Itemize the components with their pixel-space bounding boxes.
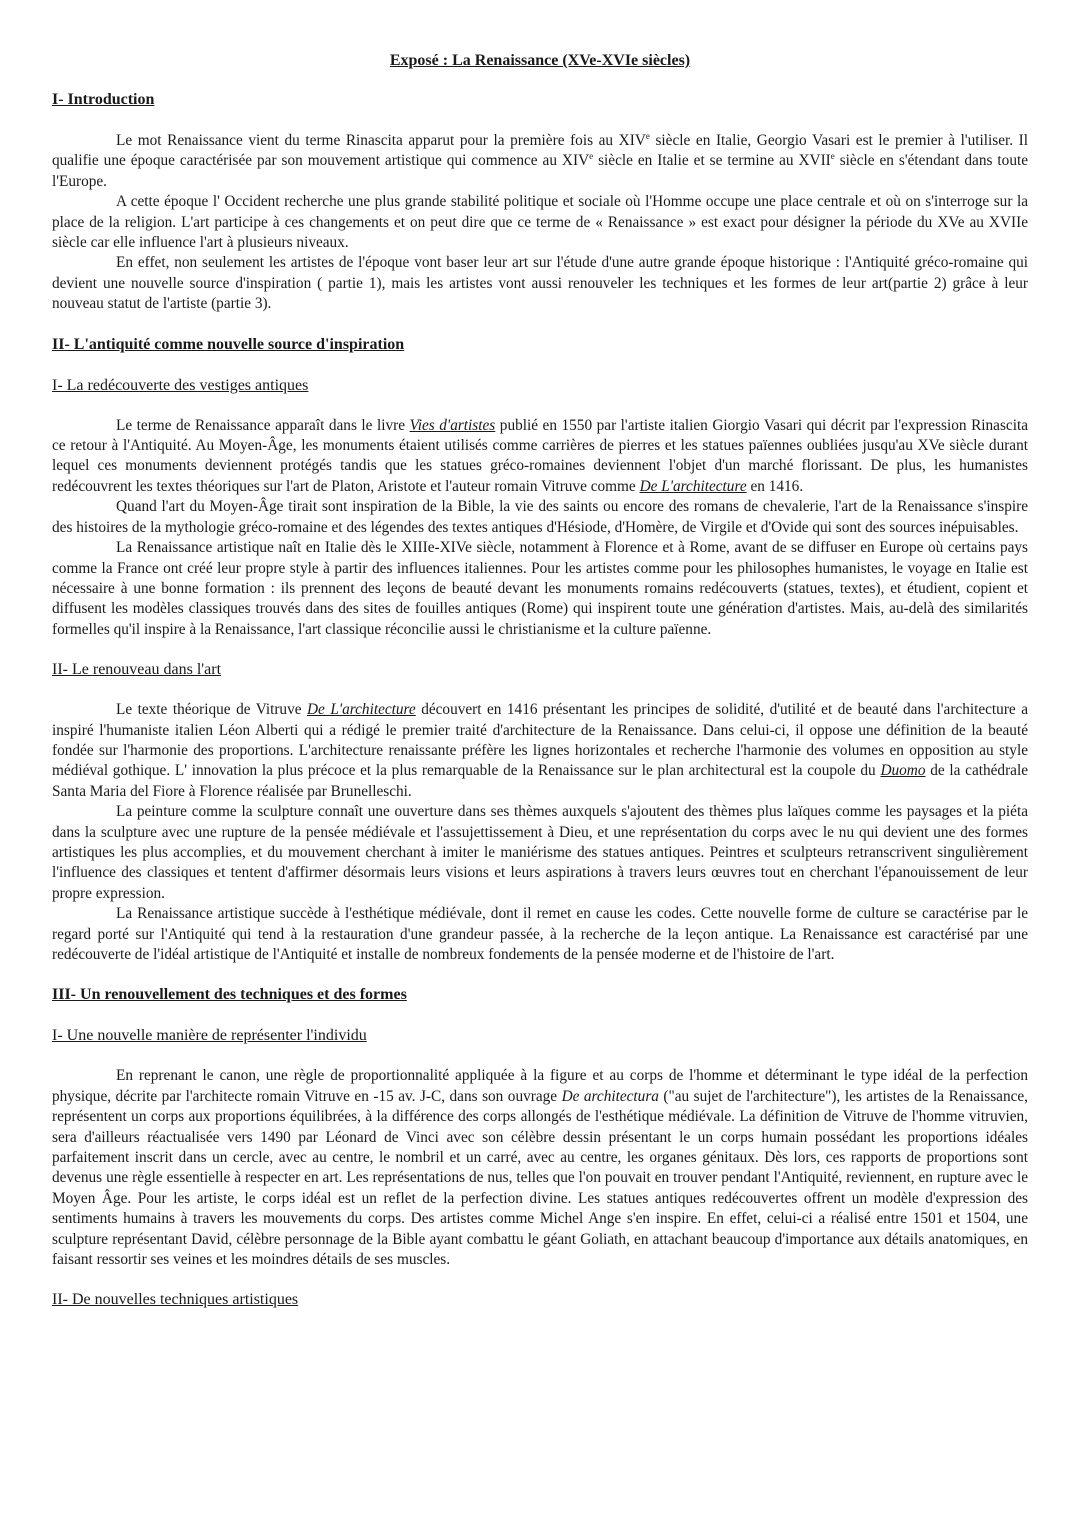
subheading-part-2-1: I- La redécouverte des vestiges antiques [52, 376, 309, 394]
heading-part-2: II- L'antiquité comme nouvelle source d'inspiration [52, 335, 405, 353]
intro-p1-text-b: siècle en Italie, Georgio Vasari est le premier à l'utiliser. Il qualifie une époque caractérisée par son mouvement artistique qui commence au XIV [52, 132, 1029, 170]
p-text: Le terme de Renaissance apparaît dans le livre [116, 416, 410, 434]
subheading-part-3-2: II- De nouvelles techniques artistiques [52, 1291, 299, 1309]
part2-2-paragraph-3: La Renaissance artistique succède à l'esthétique médiévale, dont il remet en cause les codes. Cette nouvelle forme de culture se caractérise par le regard porté sur l'Antiquité qui tend à la restauration d'une grandeur passée, à la recherche de la leçon antique. La Renaissance est caractérisé par une redécouverte de l'idéal artistique de l'Antiquité et installe de nombreux fondements de la pensée moderne et de l'histoire de l'art. [52, 905, 1028, 963]
book-title-de-architectura: De architectura [561, 1087, 659, 1105]
intro-p1-text-a: Le mot Renaissance vient du terme Rinascita apparut pour la première fois au XIV [116, 132, 646, 149]
book-title-vies-dartistes: Vies d'artistes [409, 416, 496, 434]
intro-paragraph-3: En effet, non seulement les artistes de l'époque vont baser leur art sur l'étude d'une autre grande époque historique : l'Antiquité gréco-romaine qui devient une nouvelle source d'inspiration ( partie 1), mais les artistes vont aussi renouveler les techniques et les formes de leur art(partie 2) grâce à leur nouveau statut de l'artiste (partie 3). [52, 254, 1028, 313]
p-text: en 1416. [746, 477, 804, 495]
part2-1-paragraph-1 [52, 416, 1028, 498]
document-title: Exposé : La Renaissance (XVe-XVIe siècles) [389, 52, 691, 69]
term-duomo: Duomo [880, 762, 926, 780]
heading-part-3: III- Un renouvellement des techniques et des formes [52, 986, 407, 1004]
book-title-de-larchitecture: De L'architecture [639, 477, 747, 495]
part3-1-paragraph-1 [52, 1066, 1028, 1270]
heading-introduction: I- Introduction [52, 91, 155, 108]
intro-p1-text-d: siècle en s'étendant dans toute l'Europe. [52, 152, 1029, 190]
subheading-part-2-2: II- Le renouveau dans l'art [52, 661, 222, 679]
part2-1-paragraph-2: Quand l'art du Moyen-Âge tirait sont inspiration de la Bible, la vie des saints ou encore des romans de chevalerie, l'art de la Renaissance s'inspire des histoires de la mythologie gréco-romaine et des légendes des textes antiques d'Hésiode, d'Homère, de Virgile et d'Ovide qui sont des sources inépuisables. [52, 498, 1028, 536]
p-text: publié en 1550 par l'artiste italien Giorgio Vasari qui décrit par l'expression Rinascita ce retour à l'Antiquité. Au Moyen-Âge, les monuments étaient utilisés comme carrières de pierres et les statues païennes oubliées jusqu'au XVe siècle durant lequel ces monuments deviennent protégés tandis que les statues gréco-romaines deviennent l'objet d'un marché florissant. De plus, les humanistes redécouvrent les textes théoriques sur l'art de Platon, Aristote et l'auteur romain Vitruve comme [52, 416, 1028, 495]
p-text: ("au sujet de l'architecture"), les artistes de la Renaissance, représentent un corps aux proportions équilibrées, à la différence des corps allongés de l'esthétique médiévale. La définition de Vitruve de l'homme vitruvien, sera d'ailleurs réactualisée vers 1490 par Léonard de Vinci avec son célèbre dessin présentant le un corps humain possédant les proportions idéales parfaitement inscrit dans un cercle, avec au centre, le nombril et un carré, avec au centre, les organes génitaux. Dès lors, ces rapports de proportions sont devenus une règle essentielle à respecter en art. Les représentations de nus, telles que l'on pouvait en trouver pendant l'Antiquité, reviennent, en rupture avec le Moyen Âge. Pour les artiste, le corps idéal est un reflet de la perfection divine. Les statues antiques redécouvertes offrent un modèle d'expression des sentiments humains à travers les mouvements du corps. Des artistes comme Michel Ange s'en inspire. En effet, celui-ci a réalisé entre 1501 et 1504, une sculpture représentant David, célèbre personnage de la Bible ayant combattu le géant Goliath, en attachant beaucoup d'importance aux détails anatomiques, en faisant ressortir ses veines et les moindres détails de ses muscles. [52, 1087, 1028, 1269]
intro-paragraph-2: A cette époque l' Occident recherche une plus grande stabilité politique et sociale où l'Homme occupe une place centrale et où on s'interroge sur la place de la religion. L'art participe à ces changements et on peut dire que ce terme de « Renaissance » est exact pour désigner la période du XVe au XVIIe siècle car elle influence l'art à plusieurs niveaux. [52, 193, 1028, 252]
superscript-e: e [645, 130, 650, 141]
p-text: Le texte théorique de Vitruve [116, 701, 307, 719]
superscript-e: e [589, 151, 594, 162]
subheading-part-3-1: I- Une nouvelle manière de représenter l'individu [52, 1027, 367, 1045]
part2-2-paragraph-2: La peinture comme la sculpture connaît une ouverture dans ses thèmes auxquels s'ajoutent des thèmes plus laïques comme les paysages et la piéta dans la sculpture avec une rupture de la pensée médiévale et l'assujettissement à Dieu, et une représentation du corps avec le nu qui devient une des formes artistiques les plus accomplies, et du mouvement cherchant à imiter le maniérisme des statues antiques. Peintres et sculpteurs retranscrivent singulièrement l'influence des classiques et tentent d'affirmer désormais leurs visions et leurs aspirations à travers leurs œuvres tout en cherchant l'épanouissement de leur propre expression. [52, 803, 1028, 902]
intro-p1-text-c: siècle en Italie et se termine au XVII [593, 152, 831, 170]
p-text: de la cathédrale Santa Maria del Fiore à Florence réalisée par Brunelleschi. [52, 762, 1028, 800]
superscript-e: e [830, 151, 835, 162]
p-text: découvert en 1416 présentant les principes de solidité, d'utilité et de beauté dans l'architecture a inspiré l'humaniste italien Léon Alberti qui a rédigé le premier traité d'architecture de la Renaissance. Dans celui-ci, il oppose une définition de la beauté fondée sur l'harmonie des proportions. L'architecture renaissante préfère les lignes horizontales et recherche l'harmonie des volumes en opposition au style médiéval gothique. L' innovation la plus précoce et la plus remarquable de la Renaissance sur le plan architectural est la coupole du [52, 701, 1028, 780]
intro-paragraph-1 [52, 131, 1028, 192]
book-title-de-larchitecture: De L'architecture [307, 701, 416, 719]
p-text: En reprenant le canon, une règle de proportionnalité appliquée à la figure et au corps de l'homme et déterminant le type idéal de la perfection physique, décrite par l'architecte romain Vitruve en -15 av. J-C, dans son ouvrage [52, 1067, 1028, 1105]
part2-1-paragraph-3: La Renaissance artistique naît en Italie dès le XIIIe-XIVe siècle, notamment à Florence et à Rome, avant de se diffuser en Europe où certains pays comme la France ont créé leur propre style à partir des influences italiennes. Pour les artistes comme pour les philosophes humanistes, le voyage en Italie est nécessaire à une bonne formation : ils prennent des leçons de beauté devant les monuments romains redécouverts (statues, textes), et étudient, copient et diffusent les modèles classiques trouvés dans des sites de fouilles antiques (Rome) qui inspirent toute une génération d'artistes. Mais, au-delà des similarités formelles qu'il inspire à la Renaissance, l'art classique réconcilie aussi le christianisme et la culture païenne. [52, 539, 1028, 638]
part2-2-paragraph-1 [52, 700, 1028, 802]
